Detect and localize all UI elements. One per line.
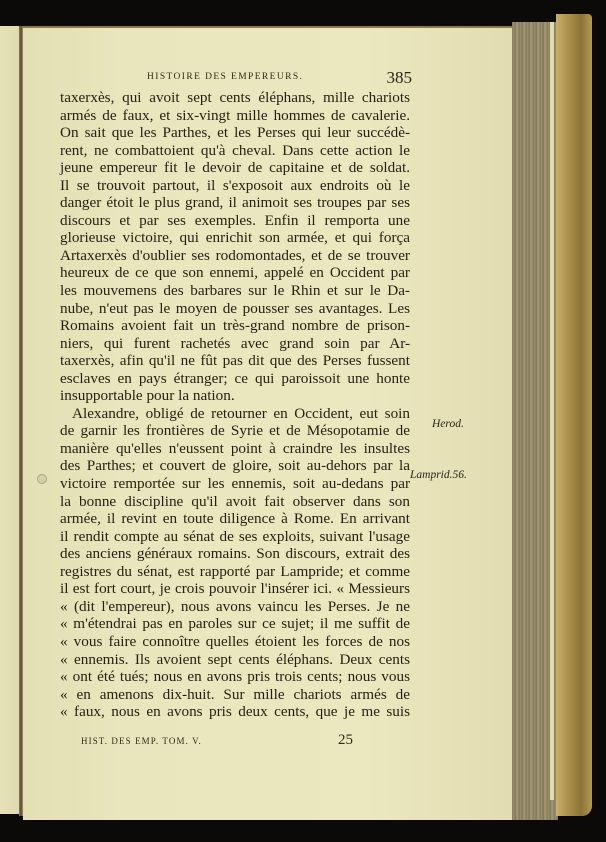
text-line: « ennemis. Ils avoient sept cents éléphans. Deux cents: [60, 650, 410, 668]
text-line: esclaves en pays étranger; ce qui paroissoit une honte: [60, 369, 410, 387]
text-line: armés de faux, et six-vingt mille hommes de cavalerie.: [60, 106, 410, 124]
text-line: « m'étendrai pas en paroles sur ce sujet; il me suffit de: [60, 615, 410, 633]
text-line: Alexandre, obligé de retourner en Occident, eut soin: [72, 404, 410, 422]
gathering-number: 25: [338, 732, 353, 748]
running-title: HISTOIRE DES EMPEREURS.: [147, 72, 304, 82]
text-line: discours et par ses exemples. Enfin il remporta une: [60, 211, 410, 229]
book-gutter: [19, 26, 23, 816]
page-edge-highlight: [550, 22, 554, 800]
text-line: heureux de ce que son ennemi, appelé en Occident par: [60, 264, 410, 282]
text-line: « faux, nous en avons pris deux cents, que je me suis: [60, 703, 410, 721]
signature-mark: HIST. DES EMP. TOM. V.: [81, 736, 202, 746]
text-line: danger étoit le plus grand, il animoit ses troupes par ses: [60, 194, 410, 212]
page-number: 385: [386, 68, 412, 87]
text-line: les mouvemens des barbares sur le Rhin et sur le Da-: [60, 282, 410, 300]
text-line: jeune empereur fit le devoir de capitaine et de soldat.: [60, 159, 410, 177]
text-line: niers, qui furent rachetés avec grand soin par Ar-: [60, 334, 410, 352]
text-line: des Parthes; et couvert de gloire, soit au-dehors par la: [60, 457, 410, 475]
text-line: des anciens généraux romains. Son discours, extrait des: [60, 545, 410, 563]
text-line: « (dit l'empereur), nous avons vaincu les Perses. Je ne: [60, 597, 410, 615]
text-line: armée, il revint en toute diligence à Rome. En arrivant: [60, 510, 410, 528]
text-line: « en amenons dix-huit. Sur mille chariots armés de: [60, 685, 410, 703]
body-text: [60, 89, 410, 721]
page-header: [147, 70, 412, 90]
text-line: taxerxès, afin qu'il ne fût pas dit que des Perses fussent: [60, 352, 410, 370]
text-line: « ont été tués; nous en avons pris trois cents; nous vous: [60, 668, 410, 686]
text-line: Romains avoient fait un très-grand nombre de prison-: [60, 317, 410, 335]
text-line: Il se trouvoit partout, il s'exposoit aux endroits où le: [60, 176, 410, 194]
text-line: Artaxerxès d'oublier ses rodomontades, et de se trouver: [60, 246, 410, 264]
book-cover-edge: [556, 14, 592, 816]
paper-blemish: [37, 474, 47, 484]
text-line: On sait que les Parthes, et les Perses qui leur succédè-: [60, 124, 410, 142]
page-block-edges: [512, 22, 558, 820]
text-line: insupportable pour la nation.: [60, 387, 235, 405]
background-shadow: [0, 0, 606, 24]
text-line: nube, n'eut pas le moyen de pousser ses avantages. Les: [60, 299, 410, 317]
page-footer: [81, 734, 381, 752]
text-line: taxerxès, qui avoit sept cents éléphans, mille chariots: [60, 89, 410, 106]
margin-note-lamprid: Lamprid.56.: [410, 469, 467, 481]
text-line: glorieuse victoire, qui enrichit son armée, et qui força: [60, 229, 410, 247]
text-line: registres du sénat, est rapporté par Lampride; et comme: [60, 562, 410, 580]
text-line: victoire remportée sur les ennemis, soit au-dedans par: [60, 475, 410, 493]
margin-note-herod: Herod.: [432, 418, 464, 430]
text-line: la bonne discipline qu'il avoit fait observer dans son: [60, 492, 410, 510]
text-line: « vous faire connoître quelles étoient les forces de nos: [60, 632, 410, 650]
text-line: rent, ne combattoient qu'à cheval. Dans cette action le: [60, 141, 410, 159]
text-line: manière qu'elles n'eussent point à craindre les insultes: [60, 439, 410, 457]
text-line: de garnir les frontières de Syrie et de Mésopotamie de: [60, 422, 410, 440]
text-line: il rendit compte au sénat de ses exploits, suivant l'usage: [60, 527, 410, 545]
text-line: il est fort court, je crois pouvoir l'insérer ici. « Messieurs: [60, 580, 410, 598]
